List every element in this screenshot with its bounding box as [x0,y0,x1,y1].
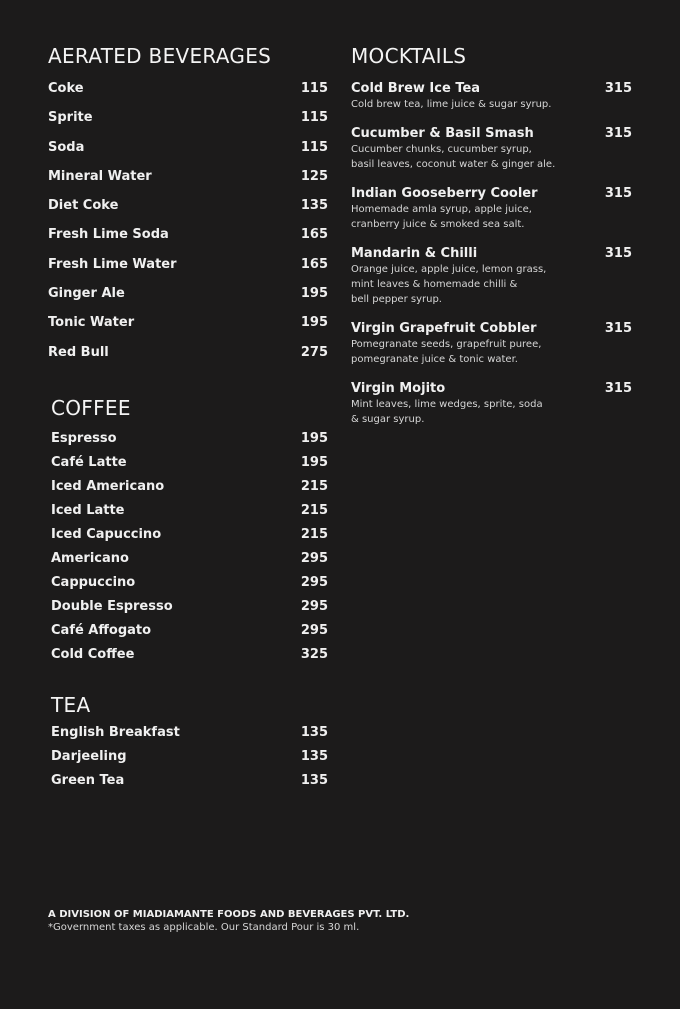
item-price: 275 [300,344,328,360]
description-line: Cold brew tea, lime juice & sugar syrup. [351,99,552,110]
item-name: Cappuccino [51,575,136,590]
description-line: basil leaves, coconut water & ginger ale. [351,159,556,170]
menu-item [51,748,328,772]
mocktail-name: Indian Gooseberry Cooler [351,186,538,201]
item-name: Fresh Lime Water [48,256,177,272]
footer [48,908,409,934]
item-price: 295 [300,599,328,614]
mocktail-price: 315 [604,381,632,396]
item-price: 115 [300,81,328,96]
mocktail-description [351,337,632,367]
coffee-heading: COFFEE [51,396,131,420]
mocktail-item [351,81,632,112]
description-line: Cucumber chunks, cucumber syrup, [351,144,532,155]
item-name: Coke [48,81,84,96]
menu-item [48,109,328,138]
menu-item [51,574,328,598]
mocktail-price: 315 [604,246,632,261]
menu-item [48,314,328,343]
aerated-list [48,80,328,373]
item-price: 215 [300,527,328,542]
item-price: 215 [300,479,328,494]
item-price: 165 [300,256,328,272]
item-name: Sprite [48,110,93,126]
menu-item [48,256,328,285]
mocktail-name: Virgin Grapefruit Cobbler [351,321,537,336]
item-name: Café Latte [51,455,127,470]
item-name: Darjeeling [51,749,127,764]
menu-item [51,502,328,526]
description-line: Homemade amla syrup, apple juice, [351,204,532,215]
mocktail-item [351,246,632,307]
mocktails-heading: MOCKTAILS [351,44,467,68]
mocktail-name: Virgin Mojito [351,381,446,396]
item-name: Americano [51,551,129,566]
menu-item [51,622,328,646]
mocktail-description [351,97,632,112]
item-price: 135 [300,749,328,764]
mocktail-header [351,81,632,97]
mocktail-price: 315 [604,126,632,141]
menu-item [51,550,328,574]
item-name: English Breakfast [51,725,180,740]
mocktail-item [351,321,632,367]
description-line: pomegranate juice & tonic water. [351,354,518,365]
item-name: Iced Americano [51,479,165,494]
item-price: 295 [300,623,328,638]
description-line: Mint leaves, lime wedges, sprite, soda [351,399,543,410]
item-name: Tonic Water [48,315,135,331]
item-name: Mineral Water [48,168,152,184]
mocktail-description [351,262,632,307]
item-name: Fresh Lime Soda [48,227,169,243]
mocktails-list [351,81,632,441]
mocktail-header [351,246,632,262]
mocktail-name: Cold Brew Ice Tea [351,81,481,96]
menu-item [48,285,328,314]
description-line: Orange juice, apple juice, lemon grass, [351,264,547,275]
item-name: Iced Capuccino [51,527,162,542]
item-name: Double Espresso [51,599,173,614]
item-price: 165 [300,227,328,243]
item-price: 325 [300,647,328,662]
description-line: cranberry juice & smoked sea salt. [351,219,525,230]
tea-list [51,724,328,796]
item-name: Espresso [51,431,117,446]
mocktail-price: 315 [604,321,632,336]
menu-item [51,772,328,796]
description-line: mint leaves & homemade chilli & [351,279,518,290]
item-price: 215 [300,503,328,518]
menu-item [48,226,328,255]
item-price: 115 [300,139,328,155]
mocktail-price: 315 [604,81,632,96]
item-name: Diet Coke [48,198,119,214]
mocktail-item [351,186,632,232]
footer-company: A DIVISION OF MIADIAMANTE FOODS AND BEVERAGES PVT. LTD. [48,909,410,920]
footer-note: *Government taxes as applicable. Our Standard Pour is 30 ml. [48,922,360,933]
item-name: Café Affogato [51,623,152,638]
menu-item [48,168,328,197]
item-name: Green Tea [51,773,125,788]
tea-heading: TEA [51,693,91,717]
description-line: & sugar syrup. [351,414,425,425]
item-price: 295 [300,575,328,590]
mocktail-price: 315 [604,186,632,201]
aerated-heading: AERATED BEVERAGES [48,44,272,68]
mocktail-header [351,126,632,142]
menu-item [51,454,328,478]
item-price: 115 [300,110,328,126]
menu-item [48,139,328,168]
item-price: 295 [300,551,328,566]
item-price: 135 [300,725,328,740]
menu-item [51,724,328,748]
menu-item [48,197,328,226]
mocktail-name: Mandarin & Chilli [351,246,478,261]
menu-item [48,80,328,109]
item-price: 135 [300,773,328,788]
mocktail-name: Cucumber & Basil Smash [351,126,534,141]
item-name: Ginger Ale [48,286,125,302]
mocktail-header [351,381,632,397]
menu-item [51,478,328,502]
item-price: 195 [300,315,328,331]
menu-item [51,646,328,670]
item-price: 125 [300,168,328,184]
menu-item [51,430,328,454]
menu-item [51,526,328,550]
mocktail-description [351,142,632,172]
item-price: 195 [300,455,328,470]
item-price: 135 [300,198,328,214]
description-line: bell pepper syrup. [351,294,442,305]
mocktail-description [351,202,632,232]
mocktail-item [351,126,632,172]
mocktail-header [351,321,632,337]
menu-item [48,344,328,373]
mocktail-header [351,186,632,202]
coffee-list [51,430,328,670]
item-price: 195 [300,431,328,446]
menu-item [51,598,328,622]
item-price: 195 [300,286,328,302]
mocktail-item [351,381,632,427]
description-line: Pomegranate seeds, grapefruit puree, [351,339,542,350]
item-name: Iced Latte [51,503,125,518]
item-name: Red Bull [48,344,109,360]
item-name: Cold Coffee [51,647,135,662]
mocktail-description [351,397,632,427]
item-name: Soda [48,139,85,155]
